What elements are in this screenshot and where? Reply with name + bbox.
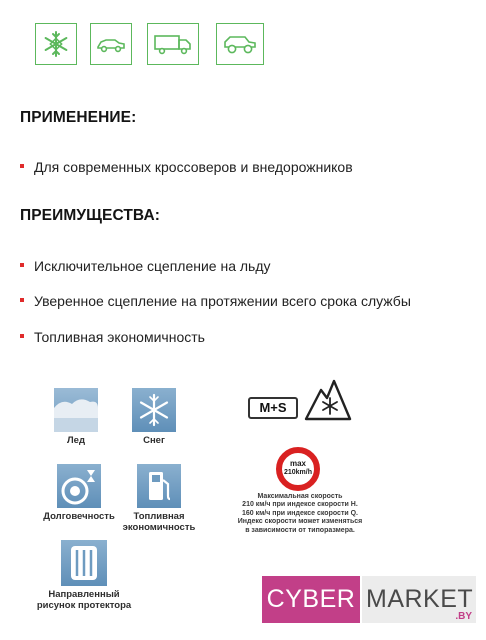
suv-glyph xyxy=(220,27,260,61)
car-icon xyxy=(90,23,132,65)
truck-glyph xyxy=(151,27,195,61)
durability-icon xyxy=(57,464,101,508)
snow-icon xyxy=(132,388,176,432)
truck-icon xyxy=(147,23,199,65)
bullet-marker xyxy=(20,298,24,302)
application-item-text: Для современных кроссоверов и внедорожников xyxy=(34,159,353,175)
snow-glyph xyxy=(132,388,176,432)
feature-tread-label-2: рисунок протектора xyxy=(36,600,132,611)
advantages-heading: ПРЕИМУЩЕСТВА: xyxy=(20,207,160,224)
fuel-glyph xyxy=(137,464,181,508)
advantage-item xyxy=(20,258,271,274)
ice-glyph xyxy=(54,388,98,432)
feature-ice xyxy=(40,388,112,446)
advantage-item-text: Топливная экономичность xyxy=(34,329,205,345)
bullet-marker xyxy=(20,164,24,168)
ice-icon xyxy=(54,388,98,432)
fuel-icon xyxy=(137,464,181,508)
mud-snow-badge: M+S xyxy=(248,397,298,419)
speed-note-line: Индекс скорости может изменяться xyxy=(237,518,363,526)
bullet-marker xyxy=(20,334,24,338)
feature-durability xyxy=(34,464,124,522)
speed-note-line: в зависимости от типоразмера. xyxy=(245,526,355,534)
speed-note xyxy=(220,493,380,535)
logo-market: MARKET xyxy=(362,576,476,623)
advantage-item-text: Уверенное сцепление на протяжении всего срока службы xyxy=(34,293,411,309)
advantage-item-text: Исключительное сцепление на льду xyxy=(34,258,271,274)
advantage-item xyxy=(20,329,205,345)
advantage-item xyxy=(20,293,411,309)
snowflake-glyph xyxy=(39,27,73,61)
speed-limit-sign xyxy=(276,447,320,491)
application-heading: ПРИМЕНЕНИЕ: xyxy=(20,109,137,126)
application-item xyxy=(20,159,353,175)
cybermarket-logo xyxy=(262,576,476,623)
feature-tread xyxy=(36,540,132,611)
speed-value-label: 210km/h xyxy=(283,469,313,476)
feature-ice-label: Лед xyxy=(67,435,85,446)
suv-icon xyxy=(216,23,264,65)
tread-icon xyxy=(61,540,107,586)
durability-glyph xyxy=(57,464,101,508)
speed-note-line: 160 км/ч при индексе скорости Q. xyxy=(241,509,359,517)
feature-snow xyxy=(118,388,190,446)
feature-fuel xyxy=(120,464,198,533)
speed-note-line: 210 км/ч при индексе скорости H. xyxy=(242,501,358,509)
feature-durability-label: Долговечность xyxy=(43,511,115,522)
speed-note-line: Максимальная скорость xyxy=(257,493,343,500)
car-glyph xyxy=(94,27,128,61)
logo-cyber: CYBER xyxy=(262,576,360,623)
feature-fuel-label-1: Топливная xyxy=(133,511,185,522)
logo-domain: .BY xyxy=(455,611,472,622)
tread-glyph xyxy=(61,540,107,586)
feature-tread-label-1: Направленный xyxy=(48,589,120,600)
feature-snow-label: Снег xyxy=(143,435,165,446)
bullet-marker xyxy=(20,263,24,267)
snowflake-icon xyxy=(35,23,77,65)
feature-fuel-label-2: экономичность xyxy=(122,522,196,533)
mountain-snowflake-icon xyxy=(303,376,353,422)
speed-max-label: max xyxy=(289,459,306,468)
